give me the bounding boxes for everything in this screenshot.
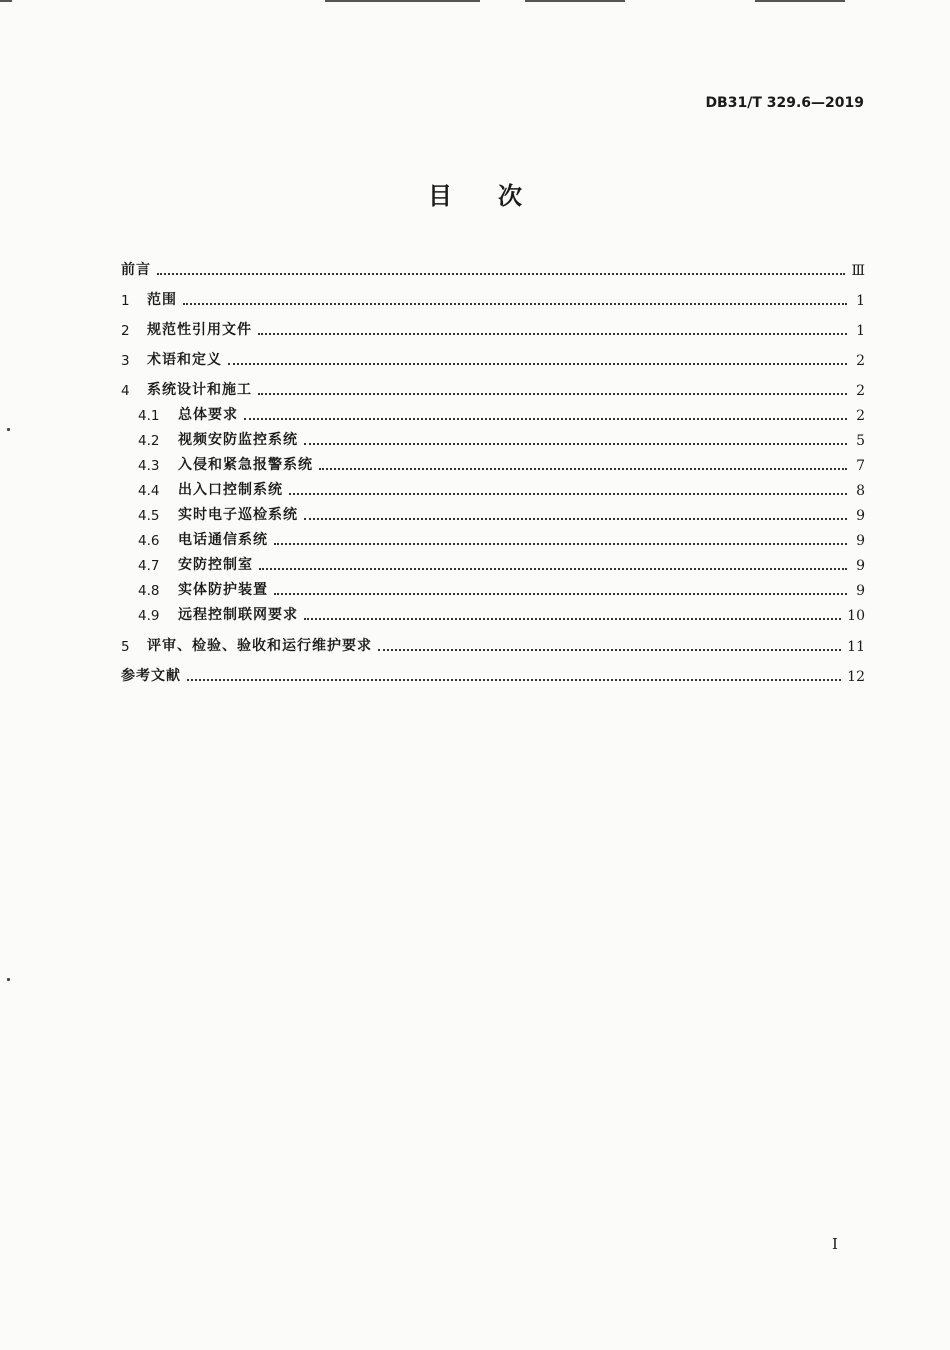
toc-leader-dots xyxy=(289,493,847,495)
toc-entry-page: 2 xyxy=(856,383,865,399)
toc-title: 目次 xyxy=(428,182,568,210)
scan-edge-line xyxy=(0,0,12,2)
toc-leader-dots xyxy=(244,418,847,420)
toc-entry[interactable] xyxy=(138,600,865,624)
toc-entry[interactable] xyxy=(138,550,865,574)
toc-leader-dots xyxy=(157,273,845,275)
document-code: DB31/T 329.6—2019 xyxy=(705,95,864,111)
toc-entry-number: 4.8 xyxy=(138,583,160,599)
toc-entry-page: 2 xyxy=(856,408,865,424)
toc-entry[interactable] xyxy=(121,375,865,399)
toc-leader-dots xyxy=(304,518,847,520)
toc-entry-page: Ⅲ xyxy=(851,263,865,279)
toc-entry-label: 参考文献 xyxy=(121,668,181,684)
toc-entry-label: 视频安防监控系统 xyxy=(178,432,298,448)
toc-entry-number: 4.5 xyxy=(138,508,160,524)
toc-leader-dots xyxy=(228,363,847,365)
toc-leader-dots xyxy=(183,303,847,305)
toc-entry[interactable] xyxy=(138,400,865,424)
toc-entry-page: 9 xyxy=(856,533,865,549)
toc-entry-label: 远程控制联网要求 xyxy=(178,607,298,623)
toc-leader-dots xyxy=(187,679,841,681)
toc-entry-number: 4.6 xyxy=(138,533,160,549)
toc-leader-dots xyxy=(378,649,841,651)
toc-leader-dots xyxy=(274,543,847,545)
toc-entry-label: 范围 xyxy=(147,292,177,308)
toc-entry[interactable] xyxy=(138,475,865,499)
toc-leader-dots xyxy=(304,618,841,620)
scan-edge-line xyxy=(525,0,625,2)
toc-entry-page: 8 xyxy=(856,483,865,499)
scan-speck xyxy=(7,978,10,981)
toc-entry-label: 安防控制室 xyxy=(178,557,253,573)
toc-entry[interactable] xyxy=(138,525,865,549)
toc-entry[interactable] xyxy=(138,500,865,524)
toc-entry[interactable] xyxy=(138,575,865,599)
toc-entry-page: 9 xyxy=(856,583,865,599)
toc-leader-dots xyxy=(259,568,847,570)
toc-entry-number: 4.1 xyxy=(138,408,160,424)
page-number: I xyxy=(832,1235,838,1253)
toc-entry-label: 出入口控制系统 xyxy=(178,482,283,498)
toc-entry-number: 4 xyxy=(121,383,130,399)
toc-entry-label: 电话通信系统 xyxy=(178,532,268,548)
toc-entry-label: 系统设计和施工 xyxy=(147,382,252,398)
toc-entry-label: 评审、检验、验收和运行维护要求 xyxy=(147,638,372,654)
toc-entry-number: 2 xyxy=(121,323,130,339)
toc-entry-page: 1 xyxy=(856,323,865,339)
toc-entry-page: 11 xyxy=(847,639,865,655)
toc-entry-label: 前言 xyxy=(121,262,151,278)
toc-entry-label: 术语和定义 xyxy=(147,352,222,368)
toc-entry-page: 9 xyxy=(856,508,865,524)
toc-entry-page: 10 xyxy=(847,608,865,624)
scan-speck xyxy=(7,428,10,431)
toc-entry-number: 4.7 xyxy=(138,558,160,574)
toc-entry-label: 规范性引用文件 xyxy=(147,322,252,338)
toc-entry-number: 1 xyxy=(121,293,130,309)
toc-entry-page: 2 xyxy=(856,353,865,369)
toc-entry-number: 4.3 xyxy=(138,458,160,474)
toc-leader-dots xyxy=(274,593,847,595)
toc-entry[interactable] xyxy=(121,255,865,279)
toc-entry-label: 实体防护装置 xyxy=(178,582,268,598)
toc-leader-dots xyxy=(258,333,847,335)
toc-entry-number: 4.4 xyxy=(138,483,160,499)
toc-leader-dots xyxy=(258,393,847,395)
toc-entry-number: 4.2 xyxy=(138,433,160,449)
toc-entry-label: 实时电子巡检系统 xyxy=(178,507,298,523)
toc-entry-page: 1 xyxy=(856,293,865,309)
toc-entry[interactable] xyxy=(121,631,865,655)
toc-leader-dots xyxy=(319,468,847,470)
toc-entry[interactable] xyxy=(121,345,865,369)
scan-edge-line xyxy=(755,0,845,2)
toc-entry[interactable] xyxy=(121,661,865,685)
toc-entry-number: 4.9 xyxy=(138,608,160,624)
toc-leader-dots xyxy=(304,443,847,445)
toc-entry[interactable] xyxy=(121,315,865,339)
toc-entry-page: 5 xyxy=(856,433,865,449)
scan-edge-line xyxy=(325,0,480,2)
toc-entry-page: 12 xyxy=(847,669,865,685)
toc-entry-page: 9 xyxy=(856,558,865,574)
toc-entry-number: 5 xyxy=(121,639,130,655)
toc-entry-page: 7 xyxy=(856,458,865,474)
toc-entry-label: 总体要求 xyxy=(178,407,238,423)
toc-entry-label: 入侵和紧急报警系统 xyxy=(178,457,313,473)
toc-entry[interactable] xyxy=(138,450,865,474)
toc-entry[interactable] xyxy=(138,425,865,449)
toc-entry[interactable] xyxy=(121,285,865,309)
toc-entry-number: 3 xyxy=(121,353,130,369)
